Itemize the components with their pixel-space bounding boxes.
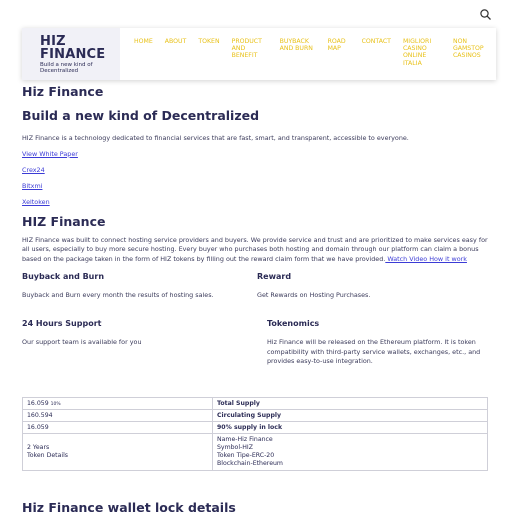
- wallet-lock-heading: Hiz Finance wallet lock details: [22, 500, 236, 512]
- logo-title: HIZ FINANCE: [40, 34, 106, 62]
- bitxmi-link[interactable]: Bitxmi: [22, 181, 43, 190]
- feature-support: [22, 319, 267, 367]
- section-text: [22, 236, 492, 265]
- nav-product[interactable]: PRODUCT AND BENEFIT: [231, 38, 262, 60]
- site-title: Hiz Finance: [22, 84, 104, 99]
- search-button[interactable]: [478, 7, 494, 23]
- feature-text: Get Rewards on Hosting Purchases.: [257, 291, 371, 300]
- nav-roadmap[interactable]: ROAD MAP: [327, 38, 346, 53]
- crex24-link[interactable]: Crex24: [22, 165, 45, 174]
- feature-buyback: [22, 272, 257, 301]
- feature-text: Hiz Finance will be released on the Ethereum platform. It is token compatibility with third-party service wallets, exchanges, etc., and provides easy-to-use integration.: [267, 337, 481, 366]
- table-row: [23, 434, 488, 471]
- watch-video-link[interactable]: Watch Video How it work: [385, 254, 467, 263]
- supply-table: [22, 397, 488, 471]
- feature-title: Reward: [257, 272, 292, 282]
- xeltoken-link[interactable]: Xeltoken: [22, 197, 50, 206]
- table-cell: Circulating Supply: [213, 410, 488, 422]
- nav-about[interactable]: ABOUT: [164, 38, 187, 45]
- features-row-1: [22, 272, 492, 301]
- section-body: HIZ Finance was built to connect hosting service providers and buyers. We provide service and trust and are prioritized to make services easy for all users, especially to buy more secure hosting. Every buyer who purchases both hosting and domain through our platform can claim a bonus based on the package taken in the form of HIZ tokens by filling out the reward claim form that we have provided.: [22, 235, 488, 263]
- feature-title: Buyback and Burn: [22, 272, 105, 282]
- feature-title: 24 Hours Support: [22, 318, 102, 328]
- table-row: [23, 410, 488, 422]
- section-title: HIZ Finance: [22, 213, 106, 229]
- table-row: [23, 422, 488, 434]
- logo[interactable]: [22, 28, 120, 80]
- table-cell: 2 Years Token Details: [23, 434, 213, 471]
- table-cell: Total Supply: [213, 398, 488, 410]
- table-row: [23, 398, 488, 410]
- feature-text: Our support team is available for you: [22, 337, 142, 346]
- feature-reward: [257, 272, 492, 301]
- nav-buyback[interactable]: BUYBACK AND BURN: [279, 38, 313, 53]
- nav-non-gamstop[interactable]: NON GAMSTOP CASINOS: [452, 38, 484, 60]
- nav-token[interactable]: TOKEN: [198, 38, 220, 45]
- nav-casino-italia[interactable]: MIGLIORI CASINO ONLINE ITALIA: [402, 38, 432, 67]
- nav-home[interactable]: HOME: [134, 38, 153, 45]
- headline: Build a new kind of Decentralized: [22, 108, 260, 123]
- table-cell: 16.059 10%: [23, 398, 213, 410]
- table-cell: 16.059: [23, 422, 213, 434]
- table-cell: 90% supply in lock: [213, 422, 488, 434]
- feature-tokenomics: [267, 319, 492, 367]
- features-row-2: [22, 319, 492, 367]
- table-cell: 160.594: [23, 410, 213, 422]
- main-content: [22, 84, 492, 367]
- feature-title: Tokenomics: [267, 318, 320, 328]
- feature-text: Buyback and Burn every month the results of hosting sales.: [22, 291, 214, 300]
- main-nav: [134, 38, 489, 67]
- logo-tagline: Build a new kind of Decentralized: [40, 62, 93, 74]
- search-icon: [478, 7, 494, 23]
- intro-text: HIZ Finance is a technology dedicated to financial services that are fast, smart, and transparent, accessible to everyone.: [22, 134, 409, 142]
- site-header: [22, 28, 496, 80]
- table-cell: Name-Hiz Finance Symbol-HIZ Token Tipe-ERC-20 Blockchain-Ethereum: [213, 434, 488, 471]
- white-paper-link[interactable]: View White Paper: [22, 149, 78, 158]
- nav-contact[interactable]: CONTACT: [361, 38, 391, 45]
